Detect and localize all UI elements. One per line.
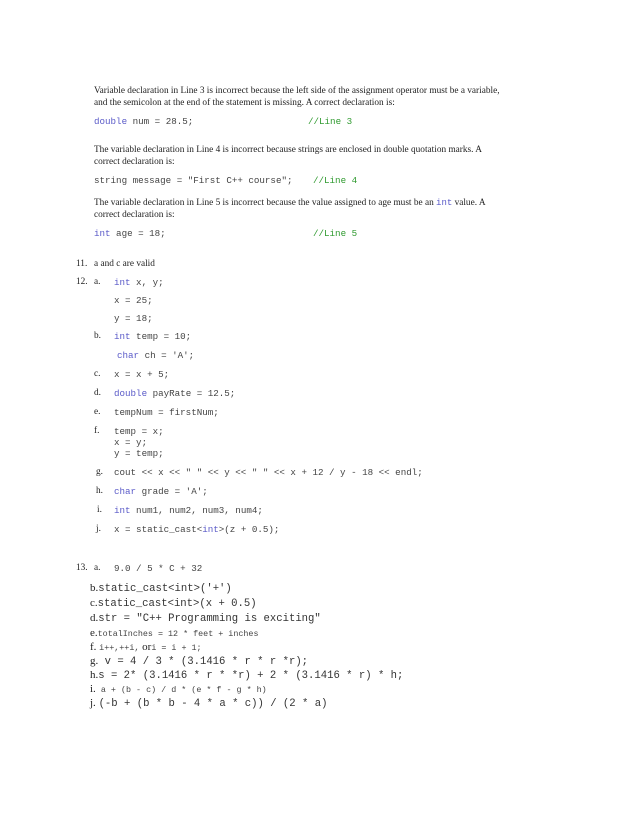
para2-code: string message = "First C++ course"; <box>94 175 293 186</box>
q12-g-label: g. <box>96 467 103 477</box>
q12-e-label: e. <box>94 407 101 417</box>
code-text: x, y; <box>130 277 164 288</box>
code-text: i++, <box>99 643 120 653</box>
code-text: totalInches = 12 * feet + inches <box>97 629 259 639</box>
code-text: x = static_cast< <box>114 524 203 535</box>
para1-line1: Variable declaration in Line 3 is incorrect because the left side of the assignment operator must be a variable, <box>94 86 500 96</box>
q13-f-label: f. <box>90 641 97 653</box>
q12-f-line1: temp = x; <box>114 426 164 437</box>
code-text: >(z + 0.5); <box>218 524 280 535</box>
q12-d-code <box>114 388 235 399</box>
para3-line1 <box>94 198 486 210</box>
q12-a-line2: x = 25; <box>114 295 153 306</box>
para2-line1: The variable declaration in Line 4 is incorrect because strings are enclosed in double quotation marks. A <box>94 145 483 155</box>
keyword: int <box>202 524 219 535</box>
code-text: (-b + (b * b - 4 * a * c)) / (2 * a) <box>98 698 328 710</box>
code-text: num = 28.5; <box>127 116 194 127</box>
code-text: temp = 10; <box>130 331 192 342</box>
code-text: num1, num2, num3, num4; <box>130 505 263 516</box>
q12-i-code <box>114 505 263 516</box>
code-text: ++i, <box>119 643 140 653</box>
q13-f <box>90 641 202 653</box>
q13-a-code: 9.0 / 5 * C + 32 <box>114 563 203 574</box>
q13-g <box>90 655 308 668</box>
code-text: str = "C++ Programming is exciting" <box>98 613 321 625</box>
q12-b-label: b. <box>94 331 101 341</box>
q13-h <box>90 669 403 682</box>
code-text: static_cast< <box>97 598 174 610</box>
q12-b-code <box>114 331 191 342</box>
q13-j <box>90 697 327 710</box>
q12-f-label: f. <box>94 426 100 436</box>
para2-line2: correct declaration is: <box>94 157 175 167</box>
code-text: grade = 'A'; <box>136 486 208 497</box>
code-text: i = i + 1; <box>151 643 202 653</box>
q13-d-label: d. <box>90 612 99 624</box>
q12-c-label: c. <box>94 369 101 379</box>
para3-text-a: The variable declaration in Line 5 is incorrect because the value assigned to age must be an <box>94 198 437 208</box>
q13-number: 13. <box>76 563 88 573</box>
q12-h-label: h. <box>96 486 103 496</box>
q13-i-label: i. <box>90 683 96 695</box>
q12-d-label: d. <box>94 388 101 398</box>
q13-e-label: e. <box>90 627 98 639</box>
q12-number: 12. <box>76 277 88 287</box>
q12-a-line3: y = 18; <box>114 313 153 324</box>
code-text: static_cast< <box>98 583 175 595</box>
q13-d <box>90 612 321 625</box>
q12-g-code: cout << x << " " << y << " " << x + 12 / y - 18 << endl; <box>114 467 423 478</box>
q13-g-label: g. <box>90 655 99 667</box>
keyword: int <box>114 505 131 516</box>
q12-a-label: a. <box>94 277 101 287</box>
para2-comment: //Line 4 <box>313 175 358 186</box>
para3-text-b: value. A <box>452 198 486 208</box>
keyword: int <box>114 331 131 342</box>
para1-comment: //Line 3 <box>308 116 353 127</box>
q13-j-label: j. <box>90 697 96 709</box>
keyword: int <box>94 228 111 239</box>
q12-e-code: tempNum = firstNum; <box>114 407 219 418</box>
q12-a-code <box>114 277 164 288</box>
q12-j-code <box>114 524 279 535</box>
para1-line2: and the semicolon at the end of the statement is missing. A correct declaration is: <box>94 98 395 108</box>
q12-b-line2 <box>117 350 194 361</box>
code-text: v = 4 / 3 * (3.1416 * r * r *r); <box>98 656 309 668</box>
keyword: int <box>436 198 453 208</box>
keyword: double <box>94 116 128 127</box>
para1-code <box>94 116 193 127</box>
q11-number: 11. <box>76 259 88 269</box>
or-text: or <box>139 641 152 653</box>
para3-comment: //Line 5 <box>313 228 358 239</box>
code-text: s = 2* (3.1416 * r * *r) + 2 * (3.1416 * r) * h; <box>98 670 404 682</box>
q13-e <box>90 627 258 639</box>
q13-h-label: h. <box>90 669 99 681</box>
para3-code <box>94 228 166 239</box>
q13-i <box>90 683 267 695</box>
keyword: double <box>114 388 148 399</box>
code-text: payRate = 12.5; <box>147 388 236 399</box>
code-text: ch = 'A'; <box>139 350 195 361</box>
code-text: a + (b - c) / d * (e * f - g * h) <box>95 685 267 695</box>
keyword: char <box>114 486 137 497</box>
code-text: age = 18; <box>110 228 166 239</box>
q13-c-label: c. <box>90 597 98 609</box>
q12-c-code: x = x + 5; <box>114 369 170 380</box>
q13-a-label: a. <box>94 563 101 573</box>
q12-f-line2: x = y; <box>114 437 148 448</box>
q11-answer: a and c are valid <box>94 259 155 269</box>
code-text: >(x + 0.5) <box>193 598 257 610</box>
keyword: int <box>114 277 131 288</box>
q12-f-line3: y = temp; <box>114 448 164 459</box>
keyword: char <box>117 350 140 361</box>
q12-i-label: i. <box>97 505 102 515</box>
keyword: int <box>173 598 194 610</box>
q12-j-label: j. <box>96 524 101 534</box>
para3-line2: correct declaration is: <box>94 210 175 220</box>
q13-b <box>90 582 232 595</box>
keyword: int <box>174 583 194 595</box>
q13-b-label: b. <box>90 582 99 594</box>
q12-h-code <box>114 486 208 497</box>
code-text: >('+') <box>193 583 232 595</box>
q13-c <box>90 597 257 610</box>
